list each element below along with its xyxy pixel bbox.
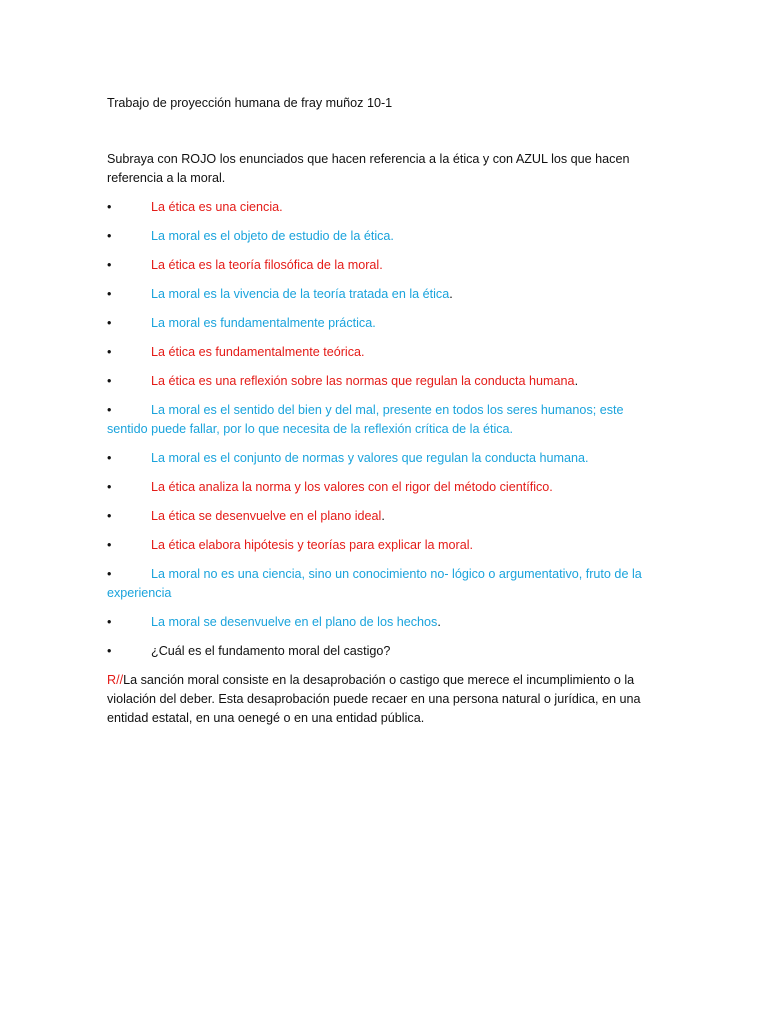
item-text: La ética se desenvuelve en el plano ideal	[151, 509, 382, 523]
document-title: Trabajo de proyección humana de fray muñoz 10-1	[107, 96, 393, 110]
bullet-icon: •	[107, 258, 112, 272]
list-item	[107, 314, 662, 333]
item-text: La ética analiza la norma y los valores con el rigor del método científico.	[151, 480, 553, 494]
list-item	[107, 449, 662, 468]
item-trail: .	[574, 374, 579, 388]
bullet-icon: •	[107, 451, 112, 465]
list-item	[107, 372, 662, 391]
item-text: La ética elabora hipótesis y teorías para explicar la moral.	[151, 538, 474, 552]
bullet-icon: •	[107, 229, 112, 243]
item-trail: .	[437, 615, 441, 629]
bullet-icon: •	[107, 403, 112, 417]
answer-prefix: R//	[107, 673, 124, 687]
list-item	[107, 343, 662, 362]
bullet-icon: •	[107, 538, 112, 552]
item-text: La moral se desenvuelve en el plano de los hechos	[151, 615, 438, 629]
instructions-paragraph: Subraya con ROJO los enunciados que hacen referencia a la ética y con AZUL los que hacen referencia a la moral.	[107, 152, 630, 185]
item-trail: .	[381, 509, 385, 523]
bullet-icon: •	[107, 644, 112, 658]
list-item	[107, 478, 662, 497]
bullet-icon: •	[107, 345, 112, 359]
item-text: La moral es fundamentalmente práctica.	[151, 316, 376, 330]
bullet-icon: •	[107, 567, 112, 581]
list-item	[107, 198, 662, 217]
question-item	[107, 642, 662, 661]
list-item	[107, 507, 662, 526]
bullet-icon: •	[107, 480, 112, 494]
item-text: La ética es fundamentalmente teórica.	[151, 345, 365, 359]
question-text: ¿Cuál es el fundamento moral del castigo?	[151, 644, 391, 658]
answer-paragraph	[107, 671, 662, 728]
bullet-icon: •	[107, 615, 112, 629]
bullet-icon: •	[107, 316, 112, 330]
statement-list	[107, 198, 662, 661]
list-item	[107, 401, 662, 439]
item-text: La moral es el sentido del bien y del mal, presente en todos los seres humanos; este sentido puede fallar, por lo que necesita de la reflexión crítica de la ética.	[107, 403, 624, 436]
bullet-icon: •	[107, 374, 112, 388]
list-item	[107, 613, 662, 632]
list-item	[107, 565, 662, 603]
item-text: La ética es una ciencia.	[151, 200, 283, 214]
list-item	[107, 285, 662, 304]
list-item	[107, 256, 662, 275]
item-text: La moral es el objeto de estudio de la ética.	[151, 229, 394, 243]
item-text: La moral es la vivencia de la teoría tratada en la ética	[151, 287, 450, 301]
document-page	[107, 94, 662, 728]
item-text: La moral no es una ciencia, sino un conocimiento no- lógico o argumentativo, fruto de la experiencia	[107, 567, 642, 600]
bullet-icon: •	[107, 200, 112, 214]
item-text: La ética es la teoría filosófica de la moral.	[151, 258, 383, 272]
bullet-icon: •	[107, 509, 112, 523]
bullet-icon: •	[107, 287, 112, 301]
list-item	[107, 536, 662, 555]
answer-text: La sanción moral consiste en la desaprobación o castigo que merece el incumplimiento o la violación del deber. Esta desaprobación puede recaer en una persona natural o jurídica, en una entidad estatal, en una oenegé o en una entidad pública.	[107, 673, 641, 725]
item-text: La moral es el conjunto de normas y valores que regulan la conducta humana.	[151, 451, 589, 465]
list-item	[107, 227, 662, 246]
item-trail: .	[449, 287, 453, 301]
item-text: La ética es una reflexión sobre las normas que regulan la conducta humana	[151, 374, 575, 388]
